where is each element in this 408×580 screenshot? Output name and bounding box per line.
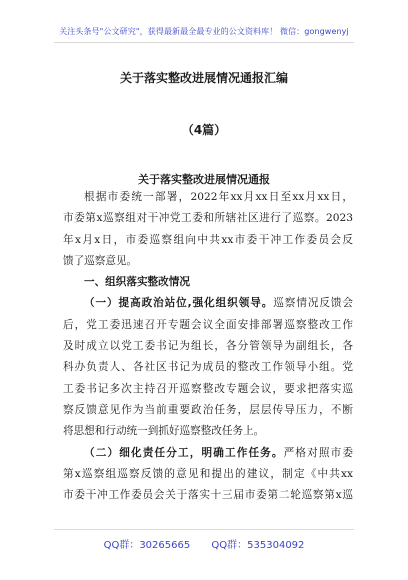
subheading: （一）提高政治站位,强化组织领导。 — [84, 297, 274, 310]
paragraph-line: 将思想和行动统一到抓好巡察整改任务上。 — [63, 425, 265, 438]
document-title: 关于落实整改进展情况通报汇编 — [119, 71, 288, 85]
paragraph-line: 根据市委统一部署，2022年xx月xx日至xx月xx日， — [84, 191, 353, 203]
paragraph-line: 第x巡察组巡察反馈的意见和提出的建议，制定《中共xx — [63, 467, 353, 480]
header-divider — [54, 42, 354, 43]
paragraph-line: 工委书记多次主持召开巡察整改专题会议，要求把落实巡 — [63, 382, 353, 395]
paragraph-line: 及时成立以党工委书记为组长，各分管领导为副组长，各 — [63, 340, 353, 353]
section-title: 关于落实整改进展情况通报 — [138, 173, 270, 186]
footer-contacts — [0, 536, 408, 551]
paragraph-line: 市委干冲工作委员会关于落实十三届市委第二轮巡察第x巡 — [63, 489, 353, 502]
paragraph-text: 巡察情况反馈会 — [273, 297, 353, 310]
subheading: （二）细化责任分工，明确工作任务。 — [84, 446, 284, 459]
paragraph-text: 严格对照市委 — [283, 446, 353, 459]
document-body — [63, 187, 353, 506]
paragraph-line: 后，党工委迅速召开专题会议全面安排部署巡察整改工作 — [63, 318, 353, 331]
paragraph-line: 市委第x巡察组对干冲党工委和所辖社区进行了巡察。2023 — [63, 212, 353, 225]
document-count: （4篇） — [181, 123, 227, 137]
paragraph-line — [63, 293, 353, 314]
paragraph-line: 科办负责人、各社区书记为成员的整改工作领导小组。党 — [63, 361, 353, 374]
footer-divider — [54, 529, 354, 530]
footer-qq-2: QQ群：535304092 — [211, 540, 305, 551]
footer-qq-1: QQ群：30265665 — [103, 540, 191, 551]
paragraph-line: 馈了巡察意见。 — [63, 254, 138, 267]
section-heading: 一、组织落实整改情况 — [84, 276, 190, 289]
paragraph-line — [63, 443, 353, 464]
paragraph-line: 年x月x日，市委巡察组向中共xx市委干冲工作委员会反 — [63, 233, 353, 246]
header-notice: 关注头条号"公文研究"，获得最新最全最专业的公文资料库！ 微信：gongwenyj — [59, 27, 349, 36]
paragraph-line: 察反馈意见作为当前重要政治任务，层层传导压力，不断 — [63, 403, 353, 416]
